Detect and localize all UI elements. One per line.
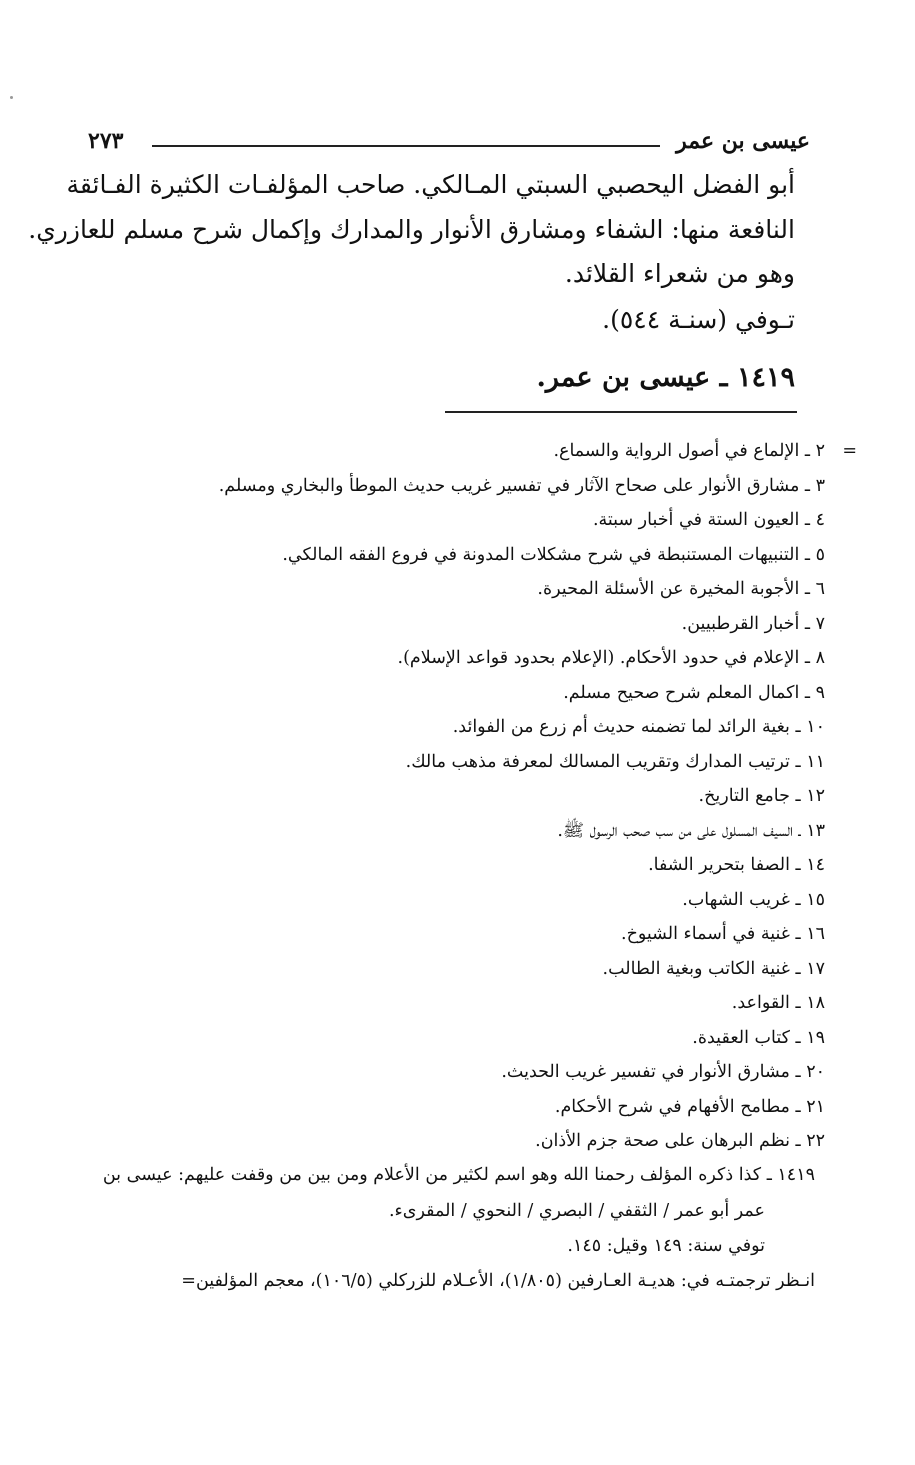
page-number: ٢٧٣	[88, 128, 124, 154]
list-item	[145, 747, 825, 782]
body-line-3: وهو من شعراء القلائد.	[564, 259, 795, 288]
footnote-1419-line-2: عمر أبو عمر / الثقفي / البصري / النحوي / المقرىء.	[388, 1201, 765, 1221]
list-item	[145, 643, 825, 678]
list-item-text: ٢ ـ الإلماع في أصول الرواية والسماع.	[553, 441, 825, 461]
body-line-1: أبو الفضل اليحصبي السبتي المـالكي. صاحب المؤلفـات الكثيرة الفـائقة	[66, 170, 795, 199]
list-item	[145, 954, 825, 989]
list-item	[145, 816, 825, 851]
list-item-text: ٣ ـ مشارق الأنوار على صحاح الآثار في تفسير غريب حديث الموطأ والبخاري ومسلم.	[218, 475, 825, 496]
continuation-mark: =	[842, 441, 857, 461]
list-item-text: ١٤ ـ الصفا بتحرير الشفا.	[648, 855, 825, 875]
list-item	[145, 678, 825, 713]
list-item-text: ١٧ ـ غنية الكاتب وبغية الطالب.	[602, 958, 825, 979]
list-item	[145, 609, 825, 644]
list-item-text: ٢٠ ـ مشارق الأنوار في تفسير غريب الحديث.	[501, 1062, 825, 1082]
header-rule	[152, 145, 660, 147]
list-item	[145, 1057, 825, 1092]
list-item-text: ٩ ـ اكمال المعلم شرح صحيح مسلم.	[563, 682, 825, 703]
list-item-text: ١١ ـ ترتيب المدارك وتقريب المسالك لمعرفة مذهب مالك.	[405, 751, 825, 772]
list-item	[145, 436, 857, 471]
list-item	[145, 988, 825, 1023]
list-item-text: ٢١ ـ مطامح الأفهام في شرح الأحكام.	[554, 1096, 825, 1117]
list-item	[145, 471, 825, 506]
body-line-4: تـوفي (سنـة ٥٤٤).	[602, 305, 795, 334]
list-item-text: ٨ ـ الإعلام في حدود الأحكام. (الإعلام بحدود قواعد الإسلام).	[397, 648, 825, 668]
list-item-text: ٥ ـ التنبيهات المستنبطة في شرح مشكلات المدونة في فروع الفقه المالكي.	[282, 544, 825, 565]
list-item-text: ١٨ ـ القواعد.	[731, 993, 825, 1013]
list-item	[145, 781, 825, 816]
list-item	[145, 540, 825, 575]
footnote-book-list	[145, 436, 857, 1161]
list-item-text: ٧ ـ أخبار القرطبيين.	[681, 613, 825, 634]
list-item	[145, 919, 825, 954]
footnote-rule	[445, 411, 797, 413]
list-item-text: ١٦ ـ غنية في أسماء الشيوخ.	[621, 924, 825, 944]
entry-title: ١٤١٩ ـ عيسى بن عمر.	[536, 362, 795, 393]
list-item-text: ١٢ ـ جامع التاريخ.	[698, 786, 825, 806]
list-item	[145, 1126, 825, 1161]
footnote-1419-line-3: توفي سنة: ١٤٩ وقيل: ١٤٥.	[567, 1236, 765, 1256]
list-item	[145, 1023, 825, 1058]
list-item	[145, 1092, 825, 1127]
body-line-2: النافعة منها: الشفاء ومشارق الأنوار والمدارك وإكمال شرح مسلم للعازري.	[28, 215, 795, 244]
footnote-1419-line-4: انـظر ترجمتـه في: هديـة العـارفين (١/٨٠٥)، الأعـلام للزركلي (١٠٦/٥)، معجم المؤلفين=	[181, 1271, 815, 1291]
list-item	[145, 574, 825, 609]
list-item-text: ٦ ـ الأجوبة المخيرة عن الأسئلة المحيرة.	[537, 579, 825, 599]
scan-speck	[10, 96, 13, 99]
list-item-text: ٢٢ ـ نظم البرهان على صحة جزم الأذان.	[535, 1131, 825, 1151]
footnote-1419-line-1: ١٤١٩ ـ كذا ذكره المؤلف رحمنا الله وهو اسم لكثير من الأعلام ومن بين من وقفت عليهم: عيسى بن	[102, 1165, 815, 1185]
list-item	[145, 850, 825, 885]
list-item-text: ١٠ ـ بغية الرائد لما تضمنه حديث أم زرع من الفوائد.	[452, 717, 825, 737]
list-item	[145, 712, 825, 747]
list-item-text: ١٩ ـ كتاب العقيدة.	[692, 1027, 825, 1048]
list-item	[145, 505, 825, 540]
running-header	[88, 128, 810, 164]
list-item-text: ٤ ـ العيون الستة في أخبار سبتة.	[592, 510, 825, 530]
running-title: عيسى بن عمر	[676, 128, 810, 154]
list-item	[145, 885, 825, 920]
list-item-text: ١٥ ـ غريب الشهاب.	[682, 889, 825, 910]
list-item-text: ١٣ ـ السيف المسلول على من سب صحب الرسول ﷺ.	[557, 820, 825, 841]
